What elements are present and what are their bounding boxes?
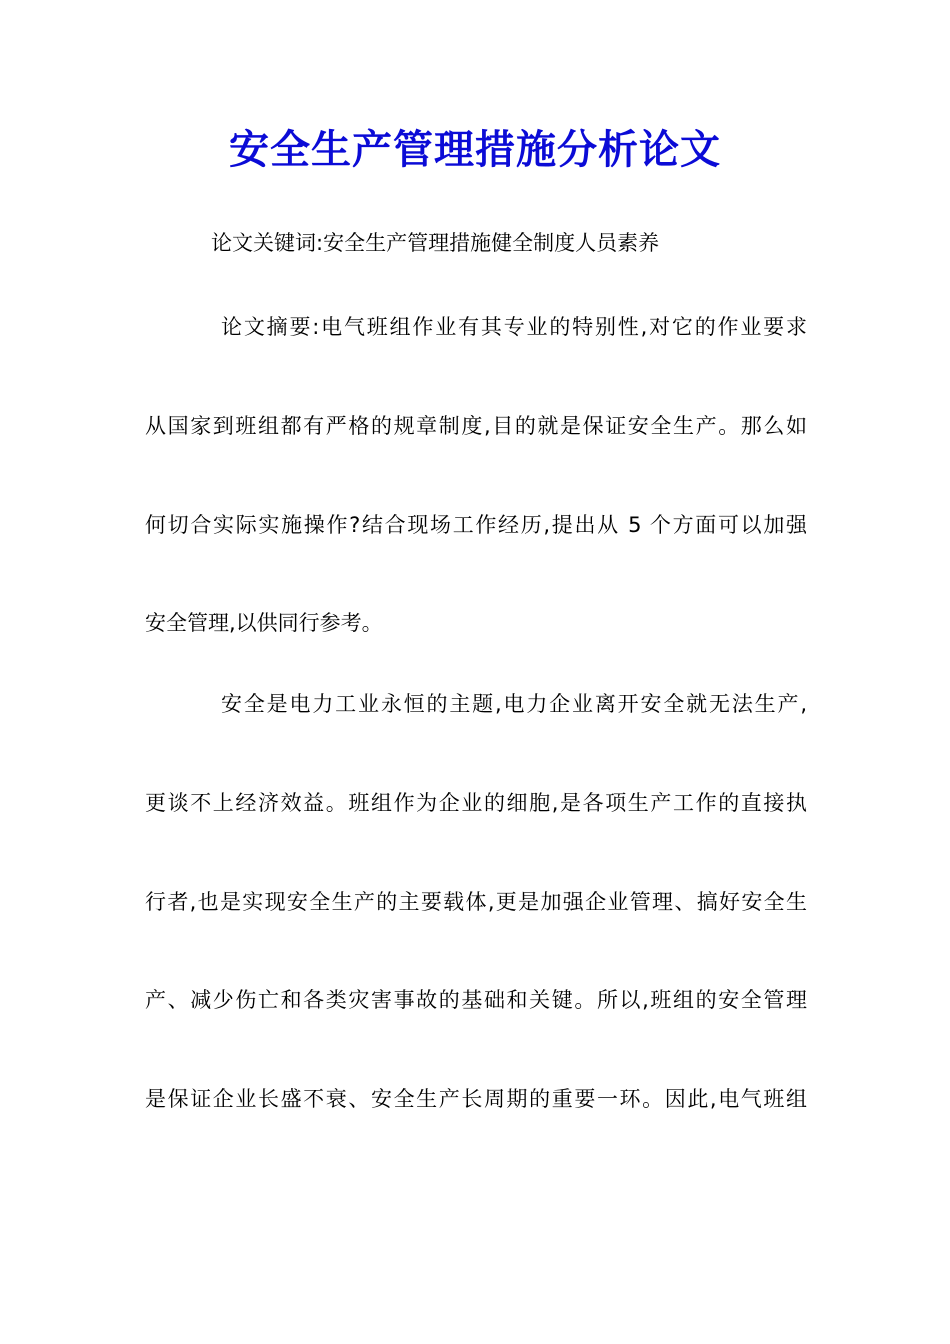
body-line-4: 产、减少伤亡和各类灾害事故的基础和关键。所以,班组的安全管理 [145, 988, 807, 1012]
body-line-5: 是保证企业长盛不衰、安全生产长周期的重要一环。因此,电气班组 [145, 1087, 807, 1111]
body-line-2: 更谈不上经济效益。班组作为企业的细胞,是各项生产工作的直接执 [145, 791, 807, 815]
abstract-line-3: 何切合实际实施操作?结合现场工作经历,提出从 5 个方面可以加强 [145, 513, 807, 537]
keywords-line: 论文关键词:安全生产管理措施健全制度人员素养 [211, 231, 660, 255]
abstract-line-2: 从国家到班组都有严格的规章制度,目的就是保证安全生产。那么如 [145, 414, 807, 438]
abstract-line-4: 安全管理,以供同行参考。 [145, 611, 383, 635]
document-title: 安全生产管理措施分析论文 [229, 126, 721, 173]
body-line-3: 行者,也是实现安全生产的主要载体,更是加强企业管理、搞好安全生 [145, 890, 807, 914]
abstract-line-1: 论文摘要:电气班组作业有其专业的特别性,对它的作业要求 [221, 315, 807, 339]
body-line-1: 安全是电力工业永恒的主题,电力企业离开安全就无法生产, [221, 692, 807, 716]
